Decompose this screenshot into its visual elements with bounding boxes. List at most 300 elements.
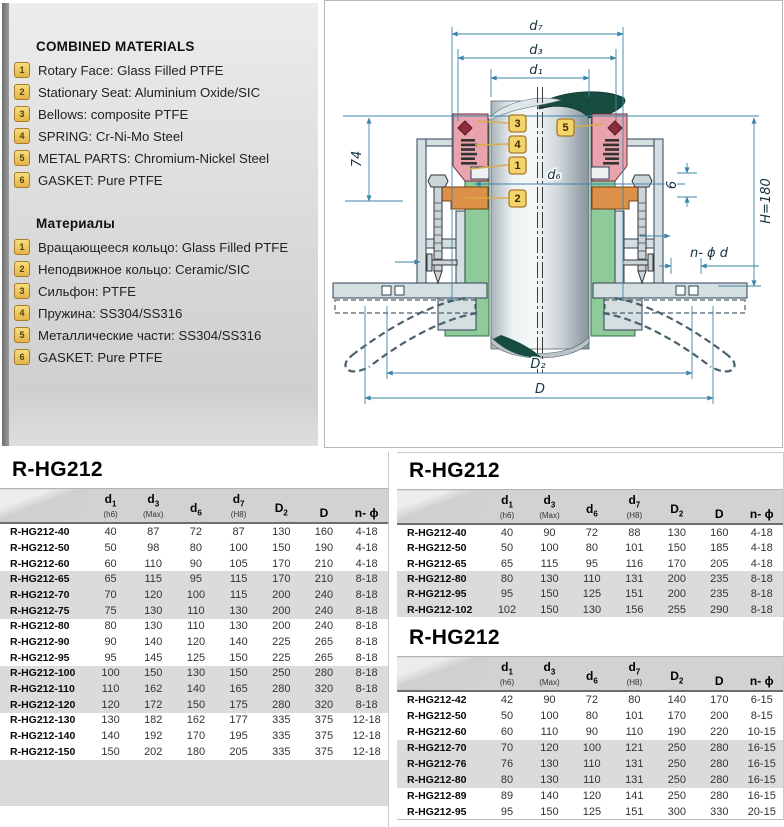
dim-value-cell: 50 — [500, 710, 514, 723]
model-name-cell: R-HG212-110 — [10, 683, 75, 696]
dim-column-header: $d_1$ (h6) — [89, 489, 132, 524]
material-item-label: GASKET: Pure PTFE — [38, 172, 163, 188]
dim-value-cell: 180 — [186, 745, 206, 758]
table-header-row — [397, 657, 783, 692]
model-name-cell: R-HG212-102 — [407, 603, 473, 616]
dim-value-cell: 4-18 — [750, 557, 773, 570]
dim-value-cell: 87 — [147, 526, 160, 539]
dim-value-cell: 40 — [104, 526, 117, 539]
dim-value-cell: 130 — [186, 667, 206, 680]
dim-value-cell: 8-18 — [750, 572, 773, 585]
model-name-cell: R-HG212-95 — [407, 588, 467, 601]
material-item — [14, 305, 312, 321]
svg-text:2: 2 — [514, 193, 521, 205]
dim-6: 6 — [665, 180, 680, 190]
model-name-cell: R-HG212-50 — [407, 710, 467, 723]
table-row — [397, 602, 783, 617]
table-row — [0, 713, 388, 729]
dim-value-cell: 280 — [272, 683, 291, 696]
dim-column-header: D — [303, 489, 346, 524]
dim-value-cell: 12-18 — [352, 730, 381, 743]
dim-d3: d₃ — [529, 43, 543, 58]
dim-value-cell: 250 — [272, 667, 291, 680]
gland-flange-plate — [333, 283, 487, 298]
dim-column-header: $D_2$ — [260, 489, 303, 524]
item-number-badge: 1 — [14, 239, 30, 255]
material-item — [14, 283, 312, 299]
model-name-cell: R-HG212-150 — [10, 745, 76, 758]
item-number-badge: 1 — [14, 62, 30, 78]
material-item-label: Неподвижное кольцо: Ceramic/SIC — [38, 261, 250, 277]
dim-value-cell: 130 — [272, 526, 291, 539]
dim-value-cell: 87 — [232, 526, 245, 539]
dim-value-cell: 120 — [540, 742, 559, 755]
dim-D2: D₂ — [530, 357, 546, 372]
dim-column-header: D — [698, 490, 740, 525]
drive-pin — [429, 260, 457, 265]
model-name-cell: R-HG212-95 — [10, 651, 70, 664]
dim-value-cell: 80 — [500, 774, 514, 787]
model-name-cell: R-HG212-50 — [407, 542, 467, 555]
material-item — [14, 84, 312, 100]
dim-value-cell: 240 — [314, 604, 334, 617]
dim-value-cell: 335 — [272, 730, 291, 743]
svg-text:5: 5 — [562, 122, 569, 134]
dim-value-cell: 115 — [229, 573, 248, 586]
dim-column-header: $d_1$ (h6) — [486, 657, 528, 692]
model-name-cell: R-HG212-75 — [10, 604, 70, 617]
table-row — [397, 587, 783, 602]
material-item — [14, 128, 312, 144]
dim-value-cell: 130 — [540, 572, 559, 585]
dim-value-cell: 250 — [667, 758, 686, 771]
table-row — [397, 708, 783, 724]
table-header-row — [397, 490, 783, 525]
dim-value-cell: 150 — [101, 745, 120, 758]
materials-list-ru — [14, 239, 312, 365]
dim-value-cell: 335 — [272, 714, 291, 727]
table-title: R-HG212 — [409, 459, 500, 482]
dim-value-cell: 4-18 — [355, 541, 378, 554]
item-number-badge: 6 — [14, 349, 30, 365]
dim-value-cell: 130 — [229, 604, 248, 617]
svg-text:1: 1 — [514, 160, 521, 172]
dim-value-cell: 110 — [583, 774, 601, 787]
seal-cross-section-diagram — [324, 0, 783, 448]
table-row — [0, 634, 388, 650]
material-item — [14, 106, 312, 122]
model-name-cell: R-HG212-90 — [10, 636, 70, 649]
svg-text:4: 4 — [514, 139, 521, 151]
item-number-badge: 5 — [14, 150, 30, 166]
dim-value-cell: 280 — [314, 667, 334, 680]
dim-value-cell: 130 — [540, 758, 559, 771]
dim-value-cell: 8-18 — [750, 603, 773, 616]
dimension-table-card-right-top — [397, 452, 784, 618]
table-header-row — [0, 489, 388, 524]
dim-value-cell: 200 — [667, 572, 686, 585]
dim-value-cell: 151 — [625, 806, 644, 819]
callout-1 — [509, 157, 526, 174]
table-row — [0, 523, 388, 540]
dim-value-cell: 140 — [144, 636, 163, 649]
dim-value-cell: 192 — [144, 730, 163, 743]
table-row — [397, 740, 783, 756]
dim-value-cell: 130 — [582, 603, 602, 616]
dim-value-cell: 65 — [500, 557, 514, 570]
dimension-table-card-right-bottom — [397, 620, 784, 820]
dim-value-cell: 8-18 — [355, 651, 378, 664]
material-item — [14, 261, 312, 277]
table-row — [397, 756, 783, 772]
dim-value-cell: 4-18 — [355, 557, 378, 570]
dim-value-cell: 8-18 — [355, 620, 378, 633]
callout-2 — [509, 190, 526, 207]
dim-value-cell: 130 — [667, 527, 686, 540]
dim-value-cell: 90 — [585, 726, 599, 739]
dim-column-header: $d_7$ (H8) — [217, 489, 260, 524]
table-title: R-HG212 — [409, 626, 500, 649]
model-name-cell: R-HG212-80 — [407, 774, 467, 787]
dim-value-cell: 90 — [189, 557, 203, 570]
dim-value-cell: 8-18 — [355, 573, 378, 586]
item-number-badge: 2 — [14, 84, 30, 100]
dim-value-cell: 72 — [189, 526, 203, 539]
dim-value-cell: 95 — [104, 651, 117, 664]
dim-value-cell: 65 — [104, 573, 117, 586]
table-row — [0, 744, 388, 760]
model-name-cell: R-HG212-95 — [407, 806, 467, 819]
dim-value-cell: 375 — [314, 730, 334, 743]
dim-value-cell: 80 — [585, 542, 599, 555]
materials-title-ru: Материалы — [36, 216, 115, 231]
model-name-cell: R-HG212-65 — [407, 557, 467, 570]
dim-column-header: $D_2$ — [656, 490, 698, 525]
dim-value-cell: 200 — [272, 604, 291, 617]
dim-value-cell: 140 — [540, 790, 559, 803]
model-name-cell: R-HG212-70 — [10, 588, 70, 601]
dim-value-cell: 280 — [710, 742, 729, 755]
dim-value-cell: 16-15 — [747, 774, 776, 787]
dim-value-cell: 240 — [314, 588, 334, 601]
dim-value-cell: 80 — [585, 710, 599, 723]
dim-value-cell: 50 — [104, 541, 117, 554]
item-number-badge: 3 — [14, 106, 30, 122]
material-item — [14, 239, 312, 255]
dim-value-cell: 300 — [667, 806, 686, 819]
dim-column-header: $d_6$ — [571, 657, 613, 692]
table-row — [0, 587, 388, 603]
dim-value-cell: 175 — [229, 698, 248, 711]
dim-value-cell: 95 — [500, 806, 514, 819]
materials-list-en — [14, 62, 312, 188]
dim-value-cell: 40 — [500, 527, 514, 540]
dim-value-cell: 190 — [667, 726, 686, 739]
dim-value-cell: 150 — [272, 541, 291, 554]
dim-value-cell: 160 — [710, 527, 729, 540]
dim-value-cell: 100 — [540, 542, 559, 555]
dim-value-cell: 335 — [272, 745, 291, 758]
dim-value-cell: 110 — [540, 726, 559, 739]
table-row — [397, 691, 783, 708]
dim-value-cell: 225 — [272, 636, 291, 649]
table-row — [397, 556, 783, 571]
model-name-cell: R-HG212-70 — [407, 742, 467, 755]
dim-value-cell: 150 — [540, 603, 559, 616]
dim-value-cell: 42 — [500, 694, 514, 707]
dim-value-cell: 80 — [104, 620, 117, 633]
dim-value-cell: 255 — [667, 603, 686, 616]
dim-value-cell: 98 — [147, 541, 160, 554]
dim-d1: d₁ — [529, 63, 543, 78]
dim-column-header: $d_7$ (H8) — [613, 490, 655, 525]
dim-value-cell: 160 — [314, 526, 334, 539]
callout-4 — [509, 136, 526, 153]
table-row — [0, 603, 388, 619]
dim-value-cell: 72 — [585, 694, 599, 707]
dim-value-cell: 130 — [540, 774, 559, 787]
dim-value-cell: 120 — [101, 698, 120, 711]
dim-value-cell: 235 — [710, 588, 729, 601]
table-row — [0, 666, 388, 682]
dim-value-cell: 102 — [497, 603, 517, 616]
dim-value-cell: 120 — [144, 588, 163, 601]
material-item — [14, 172, 312, 188]
dim-value-cell: 172 — [144, 698, 163, 711]
table-row — [0, 540, 388, 556]
dim-value-cell: 16-15 — [747, 790, 776, 803]
dim-value-cell: 16-15 — [747, 742, 776, 755]
dim-value-cell: 190 — [314, 541, 334, 554]
dim-value-cell: 131 — [625, 774, 644, 787]
dim-74: 74 — [350, 150, 365, 168]
dim-value-cell: 101 — [625, 542, 644, 555]
dim-D: D — [534, 382, 546, 397]
dim-value-cell: 200 — [710, 710, 729, 723]
item-number-badge: 4 — [14, 305, 30, 321]
dim-column-header: n- ϕ — [740, 490, 783, 525]
dim-value-cell: 70 — [500, 742, 514, 755]
dim-d6: d₆ — [547, 168, 561, 183]
dim-value-cell: 8-18 — [355, 588, 378, 601]
dim-column-header: n- ϕ — [345, 489, 388, 524]
dim-value-cell: 90 — [104, 636, 117, 649]
dim-value-cell: 110 — [187, 604, 205, 617]
callout-5 — [557, 119, 574, 136]
dim-value-cell: 185 — [710, 542, 729, 555]
dim-value-cell: 131 — [625, 758, 644, 771]
dim-value-cell: 235 — [710, 572, 729, 585]
dim-value-cell: 125 — [582, 588, 602, 601]
table-row — [0, 619, 388, 635]
item-number-badge: 2 — [14, 261, 30, 277]
dim-value-cell: 210 — [314, 557, 334, 570]
dim-value-cell: 130 — [101, 714, 120, 727]
material-item-label: Сильфон: PTFE — [38, 283, 136, 299]
dim-value-cell: 110 — [583, 758, 601, 771]
materials-title-en: COMBINED MATERIALS — [36, 39, 195, 54]
table-row — [0, 697, 388, 713]
dim-value-cell: 90 — [543, 527, 556, 540]
model-name-cell: R-HG212-100 — [10, 667, 76, 680]
dim-value-cell: 156 — [625, 603, 644, 616]
dim-value-cell: 4-18 — [355, 526, 378, 539]
dim-value-cell: 110 — [583, 572, 601, 585]
dimension-tables-section — [0, 450, 784, 827]
dim-value-cell: 177 — [229, 714, 248, 727]
dim-value-cell: 182 — [144, 714, 163, 727]
table-row — [397, 524, 783, 540]
model-name-cell: R-HG212-80 — [407, 572, 467, 585]
dim-value-cell: 89 — [500, 790, 514, 803]
dim-value-cell: 162 — [186, 714, 206, 727]
dim-column-header: $d_3$ (Max) — [528, 490, 570, 525]
dim-value-cell: 150 — [186, 698, 206, 711]
dim-value-cell: 375 — [314, 745, 334, 758]
model-name-cell: R-HG212-76 — [407, 758, 467, 771]
dim-value-cell: 12-18 — [352, 714, 381, 727]
table-row — [0, 556, 388, 572]
dim-value-cell: 170 — [667, 710, 686, 723]
model-name-cell: R-HG212-60 — [407, 726, 467, 739]
dim-value-cell: 115 — [229, 588, 248, 601]
dim-d7: d₇ — [529, 19, 543, 34]
dim-value-cell: 131 — [625, 572, 644, 585]
dim-value-cell: 140 — [186, 683, 206, 696]
dim-value-cell: 210 — [314, 573, 334, 586]
material-item-label: Металлические части: SS304/SS316 — [38, 327, 262, 343]
dim-value-cell: 290 — [710, 603, 729, 616]
model-name-cell: R-HG212-50 — [10, 541, 70, 554]
dim-value-cell: 4-18 — [750, 527, 773, 540]
dim-value-cell: 60 — [104, 557, 117, 570]
dim-value-cell: 150 — [540, 806, 559, 819]
dim-value-cell: 8-18 — [750, 588, 773, 601]
dim-value-cell: 151 — [625, 588, 644, 601]
dim-column-header: n- ϕ — [740, 657, 783, 692]
dim-H180: H=180 — [759, 178, 774, 224]
dim-value-cell: 120 — [186, 636, 206, 649]
item-number-badge: 6 — [14, 172, 30, 188]
material-item — [14, 327, 312, 343]
dimension-table-card-left — [0, 452, 389, 827]
dim-value-cell: 6-15 — [750, 694, 773, 707]
dimension-table — [397, 656, 783, 820]
dim-value-cell: 100 — [229, 541, 248, 554]
table-row — [0, 681, 388, 697]
dim-value-cell: 162 — [144, 683, 163, 696]
dim-value-cell: 265 — [314, 636, 334, 649]
material-item-label: Вращающееся кольцо: Glass Filled PTFE — [38, 239, 289, 255]
dimension-table — [397, 489, 783, 617]
dim-value-cell: 170 — [710, 694, 729, 707]
dim-value-cell: 320 — [314, 698, 334, 711]
dim-value-cell: 265 — [314, 651, 334, 664]
dim-value-cell: 100 — [540, 710, 559, 723]
materials-panel — [2, 3, 318, 446]
dim-value-cell: 170 — [186, 730, 206, 743]
dim-value-cell: 16-15 — [747, 758, 776, 771]
model-name-cell: R-HG212-40 — [407, 527, 467, 540]
dim-value-cell: 280 — [710, 758, 729, 771]
dim-value-cell: 8-15 — [750, 710, 773, 723]
diagram-svg — [325, 1, 782, 447]
model-name-cell: R-HG212-140 — [10, 730, 76, 743]
material-item-label: GASKET: Pure PTFE — [38, 349, 163, 365]
table-row — [397, 772, 783, 788]
table-row — [0, 571, 388, 587]
model-name-cell: R-HG212-60 — [10, 557, 70, 570]
dim-value-cell: 280 — [710, 774, 729, 787]
dim-value-cell: 125 — [582, 806, 602, 819]
dim-value-cell: 4-18 — [750, 542, 773, 555]
dim-value-cell: 225 — [272, 651, 291, 664]
dim-value-cell: 205 — [229, 745, 248, 758]
dim-value-cell: 80 — [500, 572, 514, 585]
callout-3 — [509, 115, 526, 132]
dim-value-cell: 120 — [582, 790, 602, 803]
item-number-badge: 5 — [14, 327, 30, 343]
materials-content — [2, 3, 318, 365]
dim-value-cell: 115 — [144, 573, 163, 586]
dim-value-cell: 140 — [667, 694, 686, 707]
dim-value-cell: 20-15 — [747, 806, 776, 819]
dim-value-cell: 105 — [229, 557, 248, 570]
model-name-cell: R-HG212-89 — [407, 790, 467, 803]
material-item-label: Пружина: SS304/SS316 — [38, 305, 183, 321]
model-column-header — [0, 489, 89, 524]
model-name-cell: R-HG212-80 — [10, 620, 70, 633]
model-name-cell: R-HG212-65 — [10, 573, 70, 586]
dim-value-cell: 95 — [189, 573, 203, 586]
dim-value-cell: 115 — [540, 557, 559, 570]
dim-value-cell: 170 — [272, 557, 291, 570]
dim-value-cell: 150 — [229, 667, 248, 680]
material-item — [14, 62, 312, 78]
table-row — [397, 724, 783, 740]
dim-value-cell: 250 — [667, 790, 686, 803]
dim-value-cell: 220 — [710, 726, 729, 739]
item-number-badge: 4 — [14, 128, 30, 144]
dim-value-cell: 95 — [500, 588, 514, 601]
dim-value-cell: 130 — [229, 620, 248, 633]
model-column-header — [397, 490, 486, 525]
dim-value-cell: 170 — [667, 557, 686, 570]
dim-value-cell: 80 — [628, 694, 641, 707]
dim-value-cell: 202 — [144, 745, 163, 758]
dim-column-header: $d_3$ (Max) — [528, 657, 570, 692]
dim-value-cell: 130 — [144, 620, 163, 633]
model-name-cell: R-HG212-40 — [10, 526, 70, 539]
dim-value-cell: 75 — [104, 604, 117, 617]
dim-value-cell: 250 — [667, 774, 686, 787]
item-number-badge: 3 — [14, 283, 30, 299]
dim-column-header: $d_7$ (H8) — [613, 657, 655, 692]
dim-value-cell: 70 — [104, 588, 117, 601]
table-footer-strip — [0, 760, 388, 806]
dim-value-cell: 195 — [229, 730, 248, 743]
dim-value-cell: 125 — [186, 651, 206, 664]
dim-value-cell: 12-18 — [352, 745, 381, 758]
model-name-cell: R-HG212-42 — [407, 694, 467, 707]
table-row — [397, 541, 783, 556]
dim-value-cell: 205 — [710, 557, 729, 570]
table-row — [397, 788, 783, 804]
dim-value-cell: 150 — [667, 542, 686, 555]
dim-column-header: $d_3$ (Max) — [132, 489, 175, 524]
model-name-cell: R-HG212-130 — [10, 714, 76, 727]
dim-value-cell: 140 — [101, 730, 120, 743]
